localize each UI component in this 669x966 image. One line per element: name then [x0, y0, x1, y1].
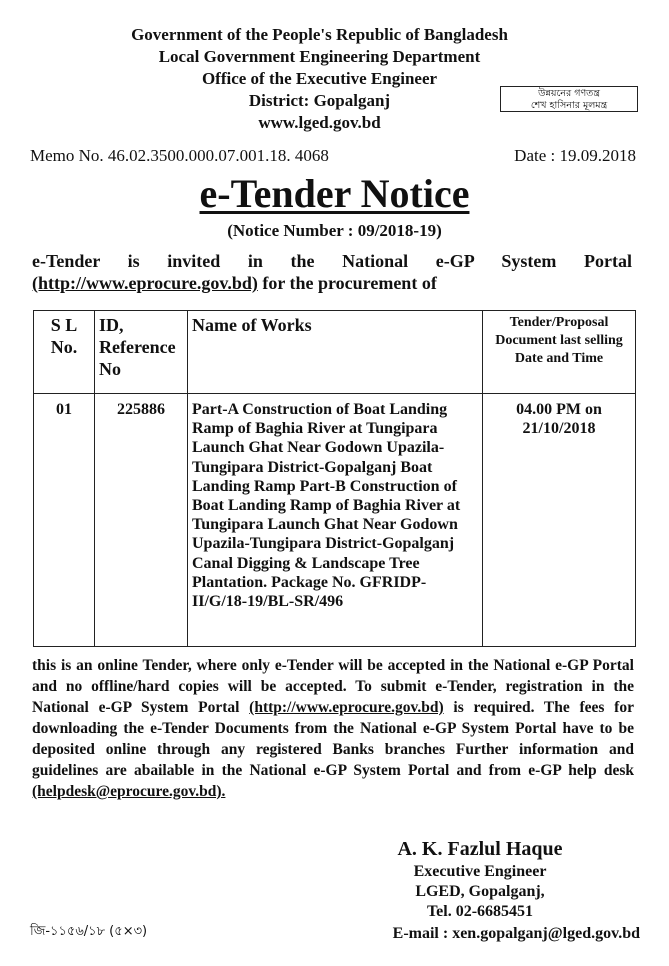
works-table: [33, 310, 636, 647]
signatory-office: LGED, Gopalganj,: [415, 883, 545, 900]
header-government: Government of the People's Republic of Bangladesh: [131, 25, 508, 44]
office-header: [0, 24, 669, 134]
signatory-name: A. K. Fazlul Haque: [397, 838, 563, 860]
signatory-email[interactable]: E-mail : xen.gopalganj@lged.gov.bd: [392, 925, 640, 942]
header-name: Name of Works: [188, 311, 483, 394]
publication-code: জি-১১৫৬/১৮ (৫×৩): [30, 924, 148, 939]
header-tender: Tender/Proposal Document last selling Date and Time: [483, 311, 636, 394]
intro-text-end: for the procurement of: [257, 273, 437, 293]
cell-name: Part-A Construction of Boat Landing Ramp of Baghia River at Tungipara Launch Ghat Near Godown Upazila-Tungipara District-Gopalganj Boat Landing Ramp Part-B Construction of Boat Landing Ramp of Baghia River at Tungipara Launch Ghat Near Godown Upazila-Tungipara District-Gopalganj Canal Digging & Landscape Tree Plantation. Package No. GFRIDP-II/G/18-19/BL-SR/496: [188, 394, 483, 647]
header-id: ID, Reference No: [95, 311, 188, 394]
cell-sl: 01: [34, 394, 95, 647]
table-row: [34, 394, 636, 647]
body-paragraph: [32, 655, 634, 802]
memo-date: Date : 19.09.2018: [514, 146, 636, 165]
notice-title: [0, 170, 669, 218]
signatory-tel: Tel. 02-6685451: [426, 903, 534, 920]
header-office: Office of the Executive Engineer: [201, 69, 438, 88]
slogan-box: [500, 86, 638, 112]
body-text-1: this is an online Tender, where only e-Tender will be accepted in the National e-GP Portal and no offline/hard copies will be accepted. To submit e-Tender, registration in the National e-GP System Portal: [32, 657, 634, 716]
cell-id: 225886: [95, 394, 188, 647]
cell-time: 04.00 PM on 21/10/2018: [483, 394, 636, 647]
signature-block: [320, 836, 640, 944]
body-text-2: is required. The fees for downloading the e-Tender Documents from the National e-GP System Portal have to be deposited online through any registered Banks branches Further information and guidelines are abailable in the National e-GP System Portal and from e-GP help desk: [32, 699, 634, 779]
intro-text: e-Tender is invited in the National e-GP System Portal: [32, 251, 632, 271]
notice-title-text: e-Tender Notice: [199, 171, 470, 216]
header-department: Local Government Engineering Department: [158, 47, 481, 66]
eprocure-link-2[interactable]: (http://www.eprocure.gov.bd): [249, 699, 444, 716]
header-website: www.lged.gov.bd: [258, 113, 381, 132]
header-district: District: Gopalganj: [248, 91, 391, 110]
slogan-line-2: শেখ হাসিনার মূলমন্ত্র: [530, 100, 608, 111]
slogan-line-1: উন্নয়নের গণতন্ত্র: [538, 88, 600, 99]
intro-paragraph: [32, 250, 632, 294]
helpdesk-email-link[interactable]: (helpdesk@eprocure.gov.bd).: [32, 783, 226, 800]
notice-number: (Notice Number : 09/2018-19): [227, 221, 442, 240]
table-header-row: [34, 311, 636, 394]
eprocure-link[interactable]: (http://www.eprocure.gov.bd): [32, 273, 258, 293]
memo-number: Memo No. 46.02.3500.000.07.001.18. 4068: [30, 146, 329, 165]
signatory-designation: Executive Engineer: [413, 863, 547, 880]
header-sl: S L No.: [34, 311, 95, 394]
